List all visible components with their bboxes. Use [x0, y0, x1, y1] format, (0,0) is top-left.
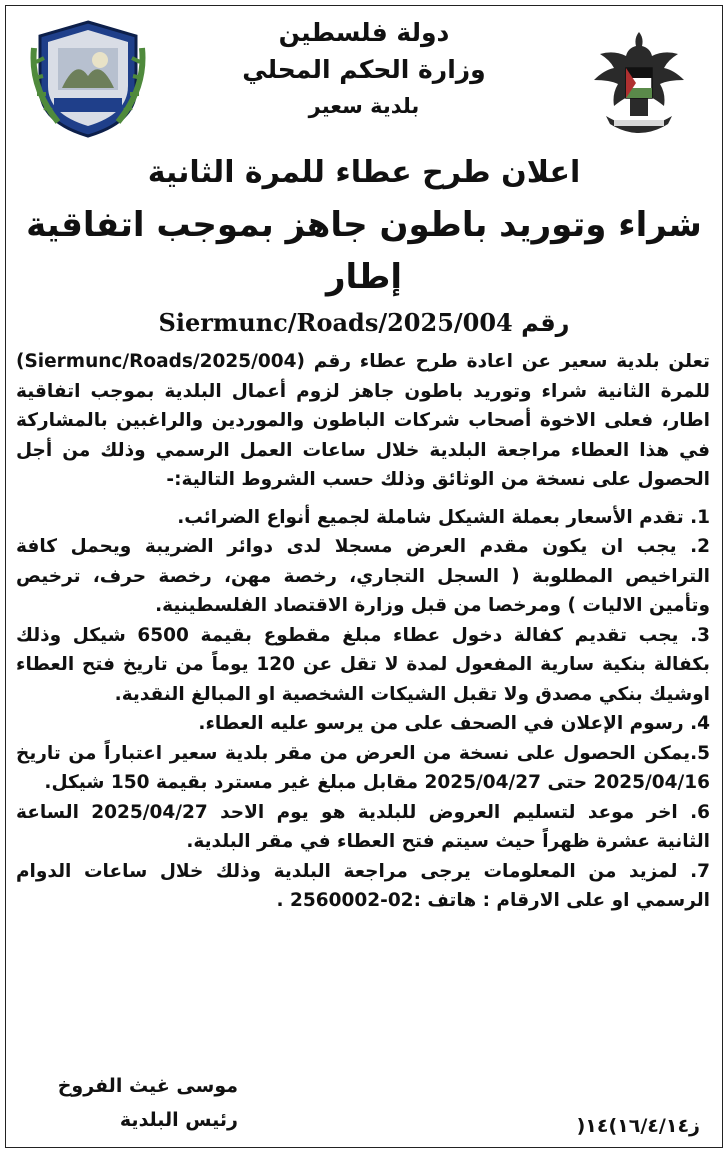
condition-item: 3. يجب تقديم كفالة دخول عطاء مبلغ مقطوع بقيمة 6500 شيكل وذلك بكفالة بنكية سارية المفعول لمدة لا تقل عن 120 يوماً من تاريخ فتح العطاء اوشيك بنكي مصدق ولا تقبل الشيكات الشخصية او المبالغ النقدية.: [16, 624, 710, 705]
municipality-name: بلدية سعير: [308, 94, 420, 118]
reference-prefix: رقم: [521, 309, 570, 337]
tender-reference: [6, 303, 722, 343]
announcement-page: [5, 5, 723, 1148]
condition-item: 4. رسوم الإعلان في الصحف على من يرسو عليه العطاء.: [198, 713, 710, 734]
condition-item: 7. لمزيد من المعلومات يرجى مراجعة البلدية وذلك خلال ساعات الدوام الرسمي او على الارقام : هاتف :02-2560002 .: [16, 860, 710, 911]
eagle-emblem-icon: [584, 24, 694, 140]
intro-paragraph: تعلن بلدية سعير عن اعادة طرح عطاء رقم (Siermunc/Roads/2025/004) للمرة الثانية شراء وتوريد باطون جاهز لزوم أعمال البلدية بموجب اتفاقية اطار، فعلى الاخوة أصحاب شركات الباطون والموردين والراغبين بالمشاركة في هذا العطاء مراجعة البلدية خلال ساعات العمل الرسمي وذلك من أجل الحصول على نسخة من الوثائق وذلك حسب الشروط التالية:-: [16, 351, 710, 490]
announcement-subtitle: شراء وتوريد باطون جاهز بموجب اتفاقية إطار: [26, 205, 702, 297]
footer: [18, 1069, 710, 1139]
publication-code: ز١٦/٤/١٤)١٤(: [576, 1115, 700, 1137]
ministry-name: وزارة الحكم المحلي: [242, 55, 486, 84]
header-text: [196, 14, 532, 125]
condition-item: 6. اخر موعد لتسليم العروض للبلدية هو يوم الاحد 2025/04/27 الساعة الثانية عشرة ظهراً حيث سيتم فتح العطاء في مقر البلدية.: [16, 801, 711, 852]
signature-block: [28, 1069, 238, 1137]
state-name: دولة فلسطين: [278, 18, 450, 47]
condition-item: 1. تقدم الأسعار بعملة الشيكل شاملة لجميع أنواع الضرائب.: [177, 506, 710, 528]
municipality-logo: [28, 18, 148, 140]
condition-item: 5.يمكن الحصول على نسخة من العرض من مقر بلدية سعير اعتباراً من تاريخ 2025/04/16 حتى 2025/04/27 مقابل مبلغ غير مسترد بقيمة 150 شيكل.: [16, 742, 710, 793]
announcement-body: [6, 347, 722, 916]
signatory-title: رئيس البلدية: [119, 1109, 238, 1131]
announcement-title: اعلان طرح عطاء للمرة الثانية: [147, 155, 581, 190]
condition-item: 2. يجب ان يكون مقدم العرض مسجلا لدى دوائر الضريبة ويحمل كافة التراخيص المطلوبة ( السجل التجاري، رخصة مهن، رخصة حرف، ترخيص وتأمين الاليات ) ومرخصا من قبل وزارة الاقتصاد الفلسطينية.: [16, 536, 710, 616]
reference-code: Siermunc/Roads/2025/004: [158, 308, 513, 337]
conditions-list: [16, 503, 710, 916]
header: [6, 6, 722, 151]
signatory-name: موسى غيث الفروخ: [57, 1075, 238, 1097]
